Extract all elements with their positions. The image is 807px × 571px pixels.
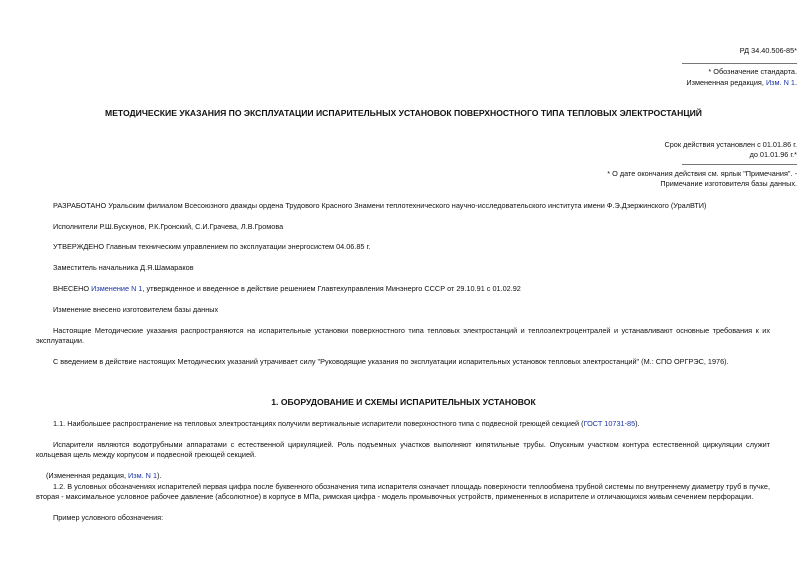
change-1-link[interactable]: Изменение N 1 bbox=[91, 284, 143, 293]
approved-paragraph bbox=[53, 242, 770, 252]
validity-to: до 01.01.96 г.* bbox=[749, 150, 797, 159]
introduced-text: , утвержденное и введенное в действие решением Главтехуправления Минэнерго СССР от 29.10.91 с 01.02.92 bbox=[142, 284, 521, 293]
supersedes-paragraph: С введением в действие настоящих Методических указаний утрачивает силу "Руководящие указания по эксплуатации испарительных установок тепловых электростанций" (М.: СПО ОРГРЭС, 1976). bbox=[53, 357, 729, 366]
gost-10731-85-link[interactable]: ГОСТ 10731-85 bbox=[583, 419, 636, 428]
section-1-2-paragraph: 1.2. В условных обозначениях испарителей первая цифра после буквенного обозначения типа испарителя означает площадь поверхности теплообмена трубной системы по внутреннему диаметру труб в пучке, вторая - максимальное условное рабочее давление (абсолютное) в корпусе в МПа, римская цифра - модель промывочных устройств, примененных в испарителе и отличающихся живым сечением перфорации. bbox=[36, 482, 770, 501]
section-1-1-paragraph bbox=[53, 419, 770, 429]
scope-paragraph: Настоящие Методические указания распространяются на испарительные установки поверхностного типа тепловых электростанций и теплоэлектроцентралей и устанавливают основные требования к их эксплуатации. bbox=[36, 326, 770, 345]
edition-note bbox=[686, 78, 797, 88]
amended-prefix: (Измененная редакция, bbox=[46, 471, 129, 480]
document-title: МЕТОДИЧЕСКИЕ УКАЗАНИЯ ПО ЭКСПЛУАТАЦИИ ИСПАРИТЕЛЬНЫХ УСТАНОВОК ПОВЕРХНОСТНОГО ТИПА ТЕПЛОВЫХ ЭЛЕКТРОСТАНЦИЙ bbox=[105, 108, 702, 118]
validity-note-line2: Примечание изготовителя базы данных. bbox=[660, 179, 797, 188]
approved-text: Главным техническим управлением по эксплуатации энергосистем 04.06.85 г. bbox=[104, 242, 371, 251]
deputy-paragraph: Заместитель начальника Д.Я.Шамараков bbox=[53, 263, 194, 272]
introduced-label: ВНЕСЕНО bbox=[53, 284, 92, 293]
validity-note-rule bbox=[682, 164, 797, 165]
edition-change-link[interactable]: Изм. N 1 bbox=[765, 78, 795, 87]
footnote-rule bbox=[682, 63, 797, 64]
amended-suffix: ). bbox=[157, 471, 162, 480]
footnote-designation: * Обозначение стандарта. bbox=[708, 67, 797, 76]
developed-label: РАЗРАБОТАНО bbox=[53, 201, 107, 210]
db-change-paragraph: Изменение внесено изготовителем базы данных bbox=[53, 305, 219, 314]
validity-from: Срок действия установлен с 01.01.86 г. bbox=[664, 140, 797, 149]
developed-paragraph bbox=[53, 201, 770, 211]
evaporators-paragraph: Испарители являются водотрубными аппаратами с естественной циркуляцией. Роль подъемных участков выполняют кипятильные трубы. Опускным участком контура естественной циркуляции служит кольцевая щель между корпусом и подвесной греющей секцией. bbox=[36, 440, 770, 459]
amended-edition-note bbox=[46, 471, 763, 481]
document-code: РД 34.40.506-85* bbox=[739, 46, 797, 55]
amendment-1-link[interactable]: Изм. N 1 bbox=[128, 471, 158, 480]
section-1-heading: 1. ОБОРУДОВАНИЕ И СХЕМЫ ИСПАРИТЕЛЬНЫХ УСТАНОВОК bbox=[271, 397, 536, 407]
introduced-paragraph bbox=[53, 284, 770, 294]
validity-note-line1: * О дате окончания действия см. ярлык "Примечания". - bbox=[607, 169, 797, 178]
approved-label: УТВЕРЖДЕНО bbox=[53, 242, 105, 251]
section-1-1-end: ). bbox=[635, 419, 640, 428]
section-1-1-text: 1.1. Наибольшее распространение на тепловых электростанциях получили вертикальные испарители поверхностного типа с подвесной греющей секцией ( bbox=[53, 419, 584, 428]
developed-text: Уральским филиалом Всесоюзного дважды ордена Трудового Красного Знамени теплотехнического научно-исследовательского института имени Ф.Э.Дзержинского (УралВТИ) bbox=[106, 201, 707, 210]
edition-suffix: . bbox=[794, 78, 797, 87]
executors-paragraph: Исполнители Р.Ш.Бускунов, Р.К.Гронский, С.И.Грачева, Л.В.Громова bbox=[53, 222, 284, 231]
edition-prefix: Измененная редакция, bbox=[686, 78, 766, 87]
designation-example-paragraph: Пример условного обозначения: bbox=[53, 513, 164, 522]
